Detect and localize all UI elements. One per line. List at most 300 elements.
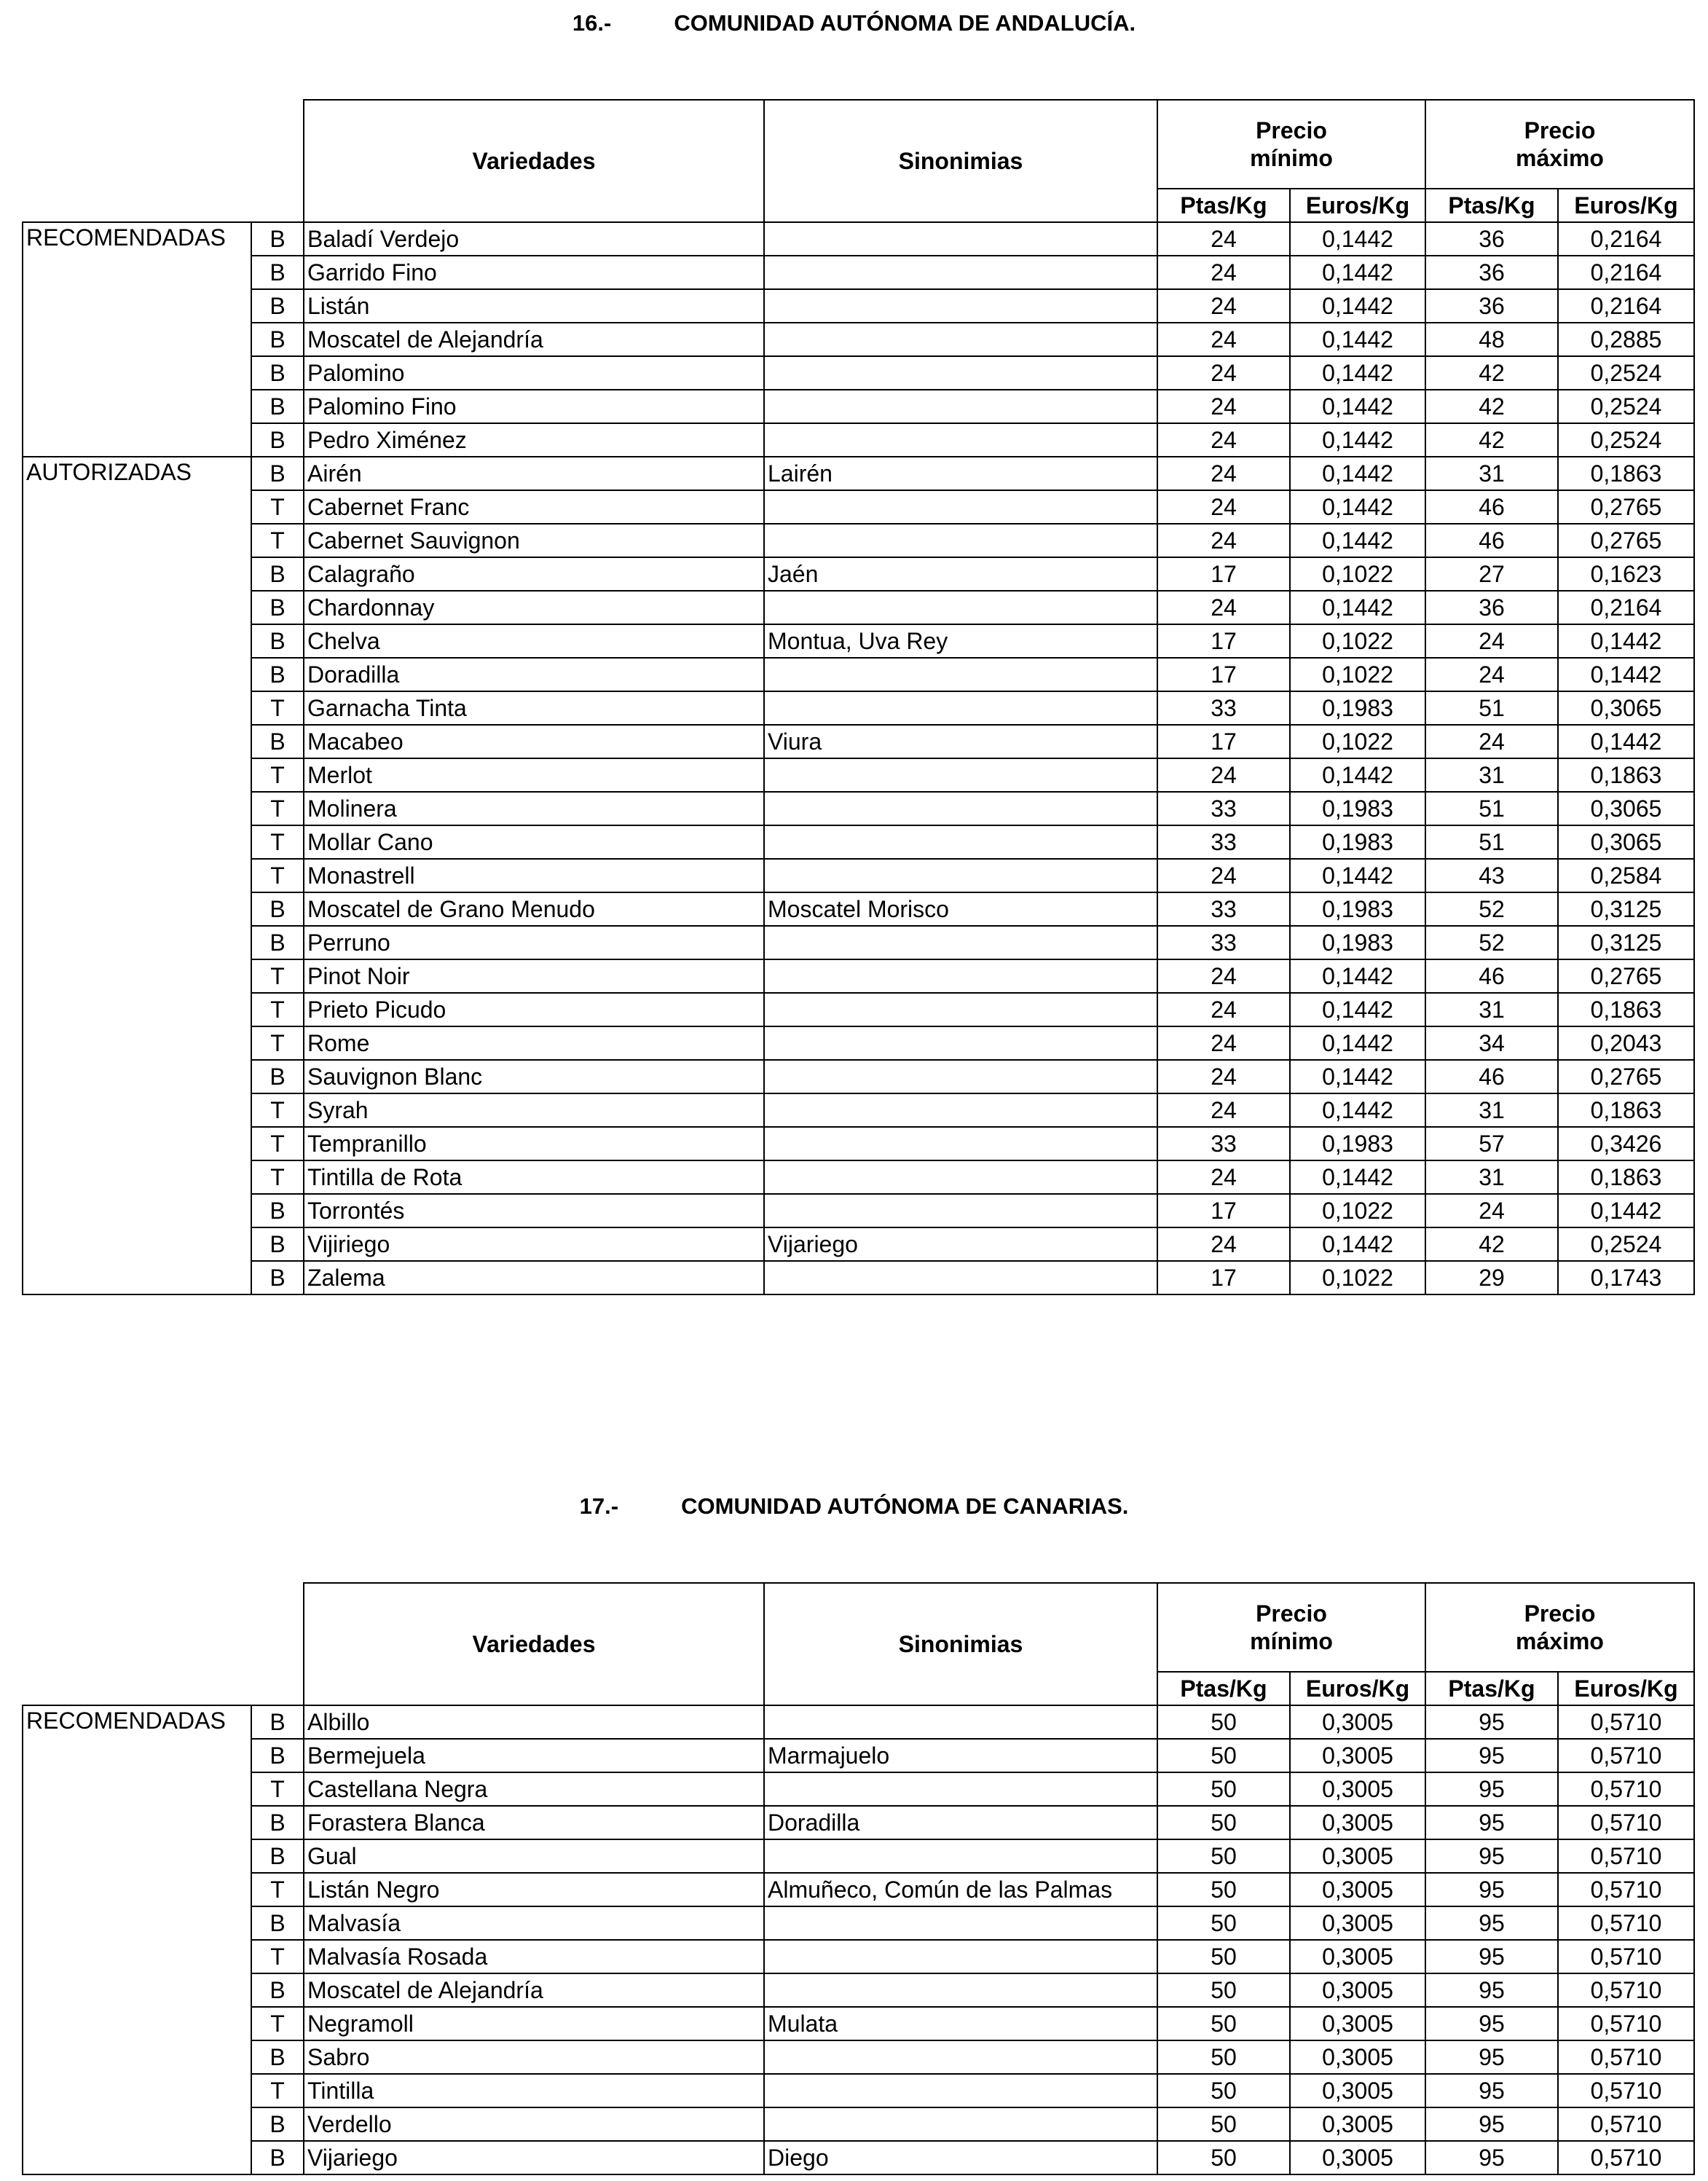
max-ptas-cell: 95	[1425, 1806, 1558, 1839]
table-row	[23, 1093, 1694, 1127]
variety-cell: Airén	[304, 457, 764, 490]
min-ptas-cell: 24	[1157, 1060, 1290, 1093]
synonym-cell	[764, 2107, 1157, 2141]
max-ptas-cell: 24	[1425, 624, 1558, 658]
min-ptas-cell: 24	[1157, 390, 1290, 423]
synonym-cell	[764, 1839, 1157, 1873]
min-euros-cell: 0,1983	[1290, 926, 1425, 959]
table-row	[23, 1194, 1694, 1227]
category-cell	[23, 2141, 251, 2174]
category-cell	[23, 490, 251, 524]
max-ptas-cell: 95	[1425, 2107, 1558, 2141]
max-ptas-cell: 31	[1425, 1093, 1558, 1127]
min-euros-cell: 0,1442	[1290, 959, 1425, 993]
max-euros-cell: 0,5710	[1558, 2007, 1694, 2040]
max-ptas-cell: 95	[1425, 1906, 1558, 1940]
max-euros-cell: 0,2164	[1558, 591, 1694, 624]
category-cell	[23, 1261, 251, 1294]
table-row	[23, 457, 1694, 490]
color-type-cell: B	[251, 658, 304, 691]
max-ptas-cell: 31	[1425, 758, 1558, 792]
synonym-cell: Moscatel Morisco	[764, 892, 1157, 926]
synonym-cell: Vijariego	[764, 1227, 1157, 1261]
max-euros-cell: 0,5710	[1558, 1772, 1694, 1806]
min-euros-cell: 0,1442	[1290, 256, 1425, 289]
category-cell	[23, 959, 251, 993]
category-cell	[23, 2107, 251, 2141]
min-ptas-cell: 33	[1157, 825, 1290, 859]
max-euros-cell: 0,3125	[1558, 892, 1694, 926]
color-type-cell: T	[251, 1772, 304, 1806]
category-cell	[23, 624, 251, 658]
variety-cell: Moscatel de Grano Menudo	[304, 892, 764, 926]
max-euros-cell: 0,2885	[1558, 323, 1694, 356]
min-euros-cell: 0,1442	[1290, 758, 1425, 792]
table-row	[23, 323, 1694, 356]
synonym-cell	[764, 1705, 1157, 1739]
min-ptas-cell: 50	[1157, 1906, 1290, 1940]
min-euros-cell: 0,3005	[1290, 1940, 1425, 1973]
header-min-euros: Euros/Kg	[1290, 1672, 1425, 1705]
table-row	[23, 1906, 1694, 1940]
table-row	[23, 256, 1694, 289]
max-euros-cell: 0,5710	[1558, 2141, 1694, 2174]
table-row	[23, 725, 1694, 758]
max-euros-cell: 0,5710	[1558, 2107, 1694, 2141]
table-row	[23, 490, 1694, 524]
synonym-cell	[764, 993, 1157, 1026]
table-row	[23, 2141, 1694, 2174]
min-euros-cell: 0,1442	[1290, 859, 1425, 892]
variety-cell: Pedro Ximénez	[304, 423, 764, 457]
color-type-cell: B	[251, 256, 304, 289]
color-type-cell: B	[251, 1839, 304, 1873]
category-cell	[23, 1973, 251, 2007]
category-cell	[23, 825, 251, 859]
section-number: 16.-	[572, 10, 612, 36]
variety-cell: Vijariego	[304, 2141, 764, 2174]
min-euros-cell: 0,1442	[1290, 524, 1425, 557]
min-ptas-cell: 50	[1157, 1772, 1290, 1806]
color-type-cell: B	[251, 1194, 304, 1227]
table-row	[23, 1806, 1694, 1839]
min-euros-cell: 0,1022	[1290, 658, 1425, 691]
table-row	[23, 2107, 1694, 2141]
synonym-cell: Marmajuelo	[764, 1739, 1157, 1772]
min-euros-cell: 0,3005	[1290, 1705, 1425, 1739]
variety-cell: Tempranillo	[304, 1127, 764, 1160]
variety-cell: Torrontés	[304, 1194, 764, 1227]
color-type-cell: B	[251, 1227, 304, 1261]
color-type-cell: T	[251, 1093, 304, 1127]
min-ptas-cell: 33	[1157, 691, 1290, 725]
variety-cell: Macabeo	[304, 725, 764, 758]
variety-cell: Malvasía Rosada	[304, 1940, 764, 1973]
variety-cell: Calagraño	[304, 557, 764, 591]
table-row	[23, 1940, 1694, 1973]
variety-cell: Listán Negro	[304, 1873, 764, 1906]
max-ptas-cell: 46	[1425, 524, 1558, 557]
max-euros-cell: 0,1623	[1558, 557, 1694, 591]
max-ptas-cell: 95	[1425, 1973, 1558, 2007]
synonym-cell	[764, 524, 1157, 557]
color-type-cell: B	[251, 1806, 304, 1839]
max-euros-cell: 0,2524	[1558, 1227, 1694, 1261]
table-row	[23, 1160, 1694, 1194]
max-ptas-cell: 95	[1425, 2141, 1558, 2174]
min-ptas-cell: 24	[1157, 1227, 1290, 1261]
table-row	[23, 222, 1694, 256]
min-euros-cell: 0,1983	[1290, 825, 1425, 859]
max-euros-cell: 0,2765	[1558, 959, 1694, 993]
header-blank	[23, 1583, 304, 1705]
synonym-cell	[764, 1906, 1157, 1940]
max-euros-cell: 0,5710	[1558, 1739, 1694, 1772]
variety-cell: Castellana Negra	[304, 1772, 764, 1806]
min-euros-cell: 0,1442	[1290, 323, 1425, 356]
header-min-euros: Euros/Kg	[1290, 189, 1425, 222]
color-type-cell: T	[251, 1160, 304, 1194]
header-precio-minimo: Precio mínimo	[1157, 1583, 1425, 1672]
category-cell	[23, 1940, 251, 1973]
category-cell	[23, 591, 251, 624]
max-ptas-cell: 95	[1425, 1839, 1558, 1873]
category-cell	[23, 993, 251, 1026]
color-type-cell: T	[251, 1026, 304, 1060]
max-euros-cell: 0,5710	[1558, 1806, 1694, 1839]
variety-cell: Rome	[304, 1026, 764, 1060]
synonym-cell	[764, 256, 1157, 289]
max-ptas-cell: 95	[1425, 2007, 1558, 2040]
max-ptas-cell: 95	[1425, 2074, 1558, 2107]
min-ptas-cell: 24	[1157, 959, 1290, 993]
min-ptas-cell: 33	[1157, 926, 1290, 959]
variety-cell: Gual	[304, 1839, 764, 1873]
max-ptas-cell: 46	[1425, 490, 1558, 524]
max-euros-cell: 0,2584	[1558, 859, 1694, 892]
category-cell	[23, 859, 251, 892]
synonym-cell: Doradilla	[764, 1806, 1157, 1839]
variety-cell: Cabernet Sauvignon	[304, 524, 764, 557]
table-row	[23, 1127, 1694, 1160]
synonym-cell	[764, 1060, 1157, 1093]
variety-cell: Forastera Blanca	[304, 1806, 764, 1839]
max-euros-cell: 0,2524	[1558, 390, 1694, 423]
min-ptas-cell: 24	[1157, 591, 1290, 624]
section-heading: COMUNIDAD AUTÓNOMA DE CANARIAS.	[681, 1493, 1129, 1519]
max-euros-cell: 0,5710	[1558, 2040, 1694, 2074]
min-ptas-cell: 17	[1157, 725, 1290, 758]
max-euros-cell: 0,1442	[1558, 624, 1694, 658]
min-euros-cell: 0,1022	[1290, 557, 1425, 591]
min-euros-cell: 0,3005	[1290, 1772, 1425, 1806]
table-row	[23, 792, 1694, 825]
synonym-cell	[764, 959, 1157, 993]
color-type-cell: B	[251, 892, 304, 926]
variety-cell: Baladí Verdejo	[304, 222, 764, 256]
max-euros-cell: 0,2765	[1558, 490, 1694, 524]
color-type-cell: B	[251, 1261, 304, 1294]
min-ptas-cell: 24	[1157, 1026, 1290, 1060]
max-euros-cell: 0,1442	[1558, 658, 1694, 691]
max-euros-cell: 0,5710	[1558, 1839, 1694, 1873]
max-ptas-cell: 34	[1425, 1026, 1558, 1060]
max-ptas-cell: 51	[1425, 691, 1558, 725]
table-row	[23, 1772, 1694, 1806]
variety-cell: Sabro	[304, 2040, 764, 2074]
max-euros-cell: 0,5710	[1558, 1873, 1694, 1906]
min-euros-cell: 0,1983	[1290, 1127, 1425, 1160]
table-row	[23, 356, 1694, 390]
min-euros-cell: 0,1983	[1290, 892, 1425, 926]
max-euros-cell: 0,3065	[1558, 792, 1694, 825]
min-euros-cell: 0,3005	[1290, 1839, 1425, 1873]
max-euros-cell: 0,2765	[1558, 1060, 1694, 1093]
variety-cell: Cabernet Franc	[304, 490, 764, 524]
min-ptas-cell: 50	[1157, 2074, 1290, 2107]
max-ptas-cell: 46	[1425, 959, 1558, 993]
category-cell	[23, 557, 251, 591]
min-euros-cell: 0,1983	[1290, 792, 1425, 825]
category-cell	[23, 691, 251, 725]
color-type-cell: B	[251, 390, 304, 423]
min-euros-cell: 0,3005	[1290, 2007, 1425, 2040]
min-ptas-cell: 50	[1157, 2040, 1290, 2074]
category-cell: RECOMENDADAS	[23, 222, 251, 256]
min-ptas-cell: 24	[1157, 323, 1290, 356]
header-precio-maximo: Precio máximo	[1425, 100, 1694, 189]
max-euros-cell: 0,5710	[1558, 1973, 1694, 2007]
table-row	[23, 658, 1694, 691]
synonym-cell	[764, 926, 1157, 959]
max-ptas-cell: 36	[1425, 591, 1558, 624]
max-ptas-cell: 24	[1425, 1194, 1558, 1227]
synonym-cell	[764, 825, 1157, 859]
max-euros-cell: 0,2765	[1558, 524, 1694, 557]
category-cell	[23, 758, 251, 792]
color-type-cell: T	[251, 792, 304, 825]
min-euros-cell: 0,3005	[1290, 2141, 1425, 2174]
max-euros-cell: 0,2164	[1558, 256, 1694, 289]
min-euros-cell: 0,3005	[1290, 1906, 1425, 1940]
synonym-cell: Diego	[764, 2141, 1157, 2174]
max-ptas-cell: 29	[1425, 1261, 1558, 1294]
max-ptas-cell: 31	[1425, 993, 1558, 1026]
synonym-cell	[764, 1772, 1157, 1806]
header-variedades: Variedades	[304, 100, 764, 222]
max-ptas-cell: 48	[1425, 323, 1558, 356]
min-ptas-cell: 24	[1157, 490, 1290, 524]
min-euros-cell: 0,1442	[1290, 457, 1425, 490]
min-ptas-cell: 50	[1157, 1806, 1290, 1839]
synonym-cell	[764, 222, 1157, 256]
table-row	[23, 758, 1694, 792]
category-cell	[23, 725, 251, 758]
variety-cell: Mollar Cano	[304, 825, 764, 859]
category-cell	[23, 390, 251, 423]
min-euros-cell: 0,1442	[1290, 289, 1425, 323]
min-ptas-cell: 50	[1157, 1940, 1290, 1973]
min-ptas-cell: 17	[1157, 624, 1290, 658]
min-ptas-cell: 17	[1157, 557, 1290, 591]
color-type-cell: B	[251, 289, 304, 323]
min-euros-cell: 0,1442	[1290, 1227, 1425, 1261]
category-cell	[23, 2040, 251, 2074]
canarias-price-table	[22, 1582, 1695, 2175]
min-ptas-cell: 50	[1157, 1873, 1290, 1906]
min-euros-cell: 0,3005	[1290, 1873, 1425, 1906]
synonym-cell	[764, 691, 1157, 725]
table-row	[23, 691, 1694, 725]
category-cell	[23, 289, 251, 323]
variety-cell: Bermejuela	[304, 1739, 764, 1772]
min-ptas-cell: 24	[1157, 457, 1290, 490]
max-ptas-cell: 95	[1425, 1705, 1558, 1739]
category-cell	[23, 1127, 251, 1160]
table-row	[23, 2007, 1694, 2040]
color-type-cell: T	[251, 691, 304, 725]
synonym-cell	[764, 1093, 1157, 1127]
andalucia-price-table	[22, 99, 1695, 1295]
max-euros-cell: 0,1863	[1558, 993, 1694, 1026]
header-precio-minimo: Precio mínimo	[1157, 100, 1425, 189]
table-row	[23, 624, 1694, 658]
color-type-cell: T	[251, 2007, 304, 2040]
min-euros-cell: 0,1442	[1290, 1060, 1425, 1093]
max-euros-cell: 0,3065	[1558, 691, 1694, 725]
synonym-cell	[764, 859, 1157, 892]
max-ptas-cell: 95	[1425, 2040, 1558, 2074]
category-cell	[23, 1873, 251, 1906]
color-type-cell: B	[251, 926, 304, 959]
color-type-cell: T	[251, 993, 304, 1026]
variety-cell: Garrido Fino	[304, 256, 764, 289]
variety-cell: Albillo	[304, 1705, 764, 1739]
synonym-cell: Almuñeco, Común de las Palmas	[764, 1873, 1157, 1906]
variety-cell: Palomino Fino	[304, 390, 764, 423]
category-cell	[23, 1839, 251, 1873]
min-ptas-cell: 24	[1157, 289, 1290, 323]
variety-cell: Merlot	[304, 758, 764, 792]
max-ptas-cell: 95	[1425, 1772, 1558, 1806]
max-ptas-cell: 27	[1425, 557, 1558, 591]
table-row	[23, 926, 1694, 959]
category-cell	[23, 256, 251, 289]
color-type-cell: T	[251, 1127, 304, 1160]
max-ptas-cell: 95	[1425, 1739, 1558, 1772]
max-euros-cell: 0,5710	[1558, 1940, 1694, 1973]
synonym-cell	[764, 1194, 1157, 1227]
category-cell	[23, 892, 251, 926]
min-euros-cell: 0,1022	[1290, 725, 1425, 758]
synonym-cell	[764, 1026, 1157, 1060]
color-type-cell: T	[251, 758, 304, 792]
header-sinonimias: Sinonimias	[764, 1583, 1157, 1705]
color-type-cell: T	[251, 2074, 304, 2107]
table-row	[23, 825, 1694, 859]
min-ptas-cell: 24	[1157, 256, 1290, 289]
max-ptas-cell: 24	[1425, 725, 1558, 758]
variety-cell: Tintilla	[304, 2074, 764, 2107]
color-type-cell: B	[251, 1739, 304, 1772]
color-type-cell: B	[251, 423, 304, 457]
max-euros-cell: 0,1863	[1558, 758, 1694, 792]
variety-cell: Listán	[304, 289, 764, 323]
min-ptas-cell: 50	[1157, 2007, 1290, 2040]
synonym-cell	[764, 490, 1157, 524]
max-ptas-cell: 52	[1425, 926, 1558, 959]
header-min-ptas: Ptas/Kg	[1157, 189, 1290, 222]
variety-cell: Vijiriego	[304, 1227, 764, 1261]
min-euros-cell: 0,3005	[1290, 2074, 1425, 2107]
min-ptas-cell: 33	[1157, 892, 1290, 926]
color-type-cell: T	[251, 1873, 304, 1906]
color-type-cell: B	[251, 323, 304, 356]
category-cell	[23, 1739, 251, 1772]
table-row	[23, 1261, 1694, 1294]
category-cell	[23, 524, 251, 557]
table-row	[23, 1839, 1694, 1873]
min-ptas-cell: 33	[1157, 792, 1290, 825]
color-type-cell: B	[251, 591, 304, 624]
table-row	[23, 2074, 1694, 2107]
min-euros-cell: 0,1442	[1290, 222, 1425, 256]
section-title-canarias	[0, 1493, 1708, 1520]
max-ptas-cell: 52	[1425, 892, 1558, 926]
synonym-cell	[764, 1973, 1157, 2007]
color-type-cell: B	[251, 2040, 304, 2074]
synonym-cell	[764, 658, 1157, 691]
category-cell: RECOMENDADAS	[23, 1705, 251, 1739]
category-cell	[23, 423, 251, 457]
max-ptas-cell: 43	[1425, 859, 1558, 892]
synonym-cell: Viura	[764, 725, 1157, 758]
table-row	[23, 859, 1694, 892]
max-ptas-cell: 46	[1425, 1060, 1558, 1093]
min-ptas-cell: 50	[1157, 2141, 1290, 2174]
max-euros-cell: 0,5710	[1558, 1705, 1694, 1739]
category-cell	[23, 1194, 251, 1227]
category-cell	[23, 2007, 251, 2040]
synonym-cell	[764, 356, 1157, 390]
header-blank	[23, 100, 304, 222]
min-euros-cell: 0,1022	[1290, 624, 1425, 658]
max-ptas-cell: 36	[1425, 289, 1558, 323]
synonym-cell	[764, 792, 1157, 825]
variety-cell: Chardonnay	[304, 591, 764, 624]
variety-cell: Moscatel de Alejandría	[304, 1973, 764, 2007]
section-title-andalucia	[0, 10, 1708, 36]
color-type-cell: B	[251, 356, 304, 390]
min-euros-cell: 0,1442	[1290, 1160, 1425, 1194]
max-ptas-cell: 51	[1425, 825, 1558, 859]
min-ptas-cell: 24	[1157, 524, 1290, 557]
table-row	[23, 1973, 1694, 2007]
table-row	[23, 1060, 1694, 1093]
category-cell	[23, 1160, 251, 1194]
color-type-cell: T	[251, 524, 304, 557]
min-euros-cell: 0,1442	[1290, 993, 1425, 1026]
header-min-ptas: Ptas/Kg	[1157, 1672, 1290, 1705]
synonym-cell: Montua, Uva Rey	[764, 624, 1157, 658]
min-ptas-cell: 24	[1157, 859, 1290, 892]
max-ptas-cell: 36	[1425, 222, 1558, 256]
synonym-cell	[764, 423, 1157, 457]
color-type-cell: B	[251, 1973, 304, 2007]
max-ptas-cell: 42	[1425, 390, 1558, 423]
header-variedades: Variedades	[304, 1583, 764, 1705]
table-row	[23, 557, 1694, 591]
